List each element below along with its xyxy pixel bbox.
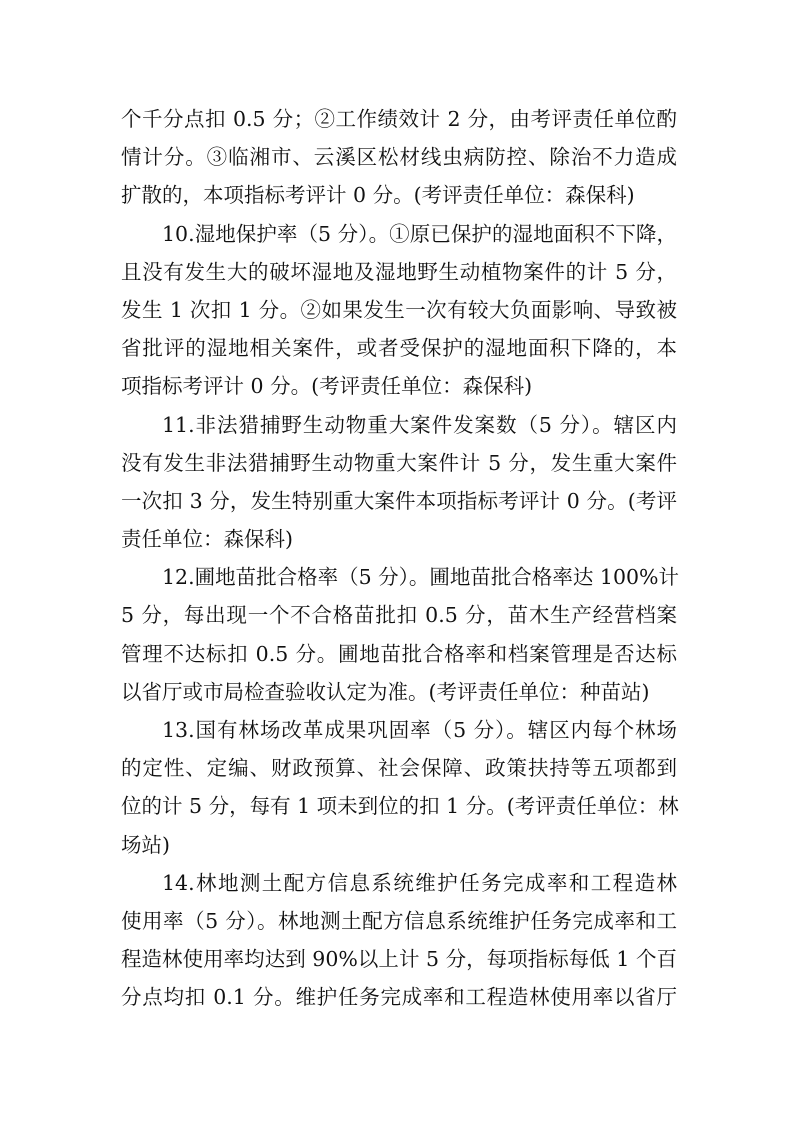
paragraph-line: 且没有发生大的破坏湿地及湿地野生动植物案件的计 5 分， (121, 259, 677, 284)
paragraph-line: 11.非法猎捕野生动物重大案件发案数（5 分）。辖区内 (162, 412, 677, 437)
paragraph-line: 情计分。③临湘市、云溪区松材线虫病防控、除治不力造成 (121, 145, 677, 170)
paragraph-line: 14.林地测土配方信息系统维护任务完成率和工程造林 (162, 870, 677, 895)
paragraph-line: 12.圃地苗批合格率（5 分）。圃地苗批合格率达 100%计 (162, 565, 680, 590)
paragraph-line: 位的计 5 分，每有 1 项未到位的扣 1 分。(考评责任单位：林 (121, 794, 679, 819)
paragraph-line: 一次扣 3 分，发生特别重大案件本项指标考评计 0 分。(考评 (121, 488, 677, 513)
paragraph-line: 省批评的湿地相关案件，或者受保护的湿地面积下降的，本 (121, 336, 677, 361)
paragraph-line: 管理不达标扣 0.5 分。圃地苗批合格率和档案管理是否达标 (121, 641, 677, 666)
paragraph-line: 使用率（5 分）。林地测土配方信息系统维护任务完成率和工 (121, 908, 677, 933)
paragraph-line: 个千分点扣 0.5 分；②工作绩效计 2 分，由考评责任单位酌 (121, 107, 677, 131)
paragraph-line: 以省厅或市局检查验收认定为准。(考评责任单位：种苗站) (121, 679, 650, 704)
paragraph-line: 没有发生非法猎捕野生动物重大案件计 5 分，发生重大案件 (121, 450, 677, 475)
document-body (121, 100, 680, 1017)
paragraph-line: 13.国有林场改革成果巩固率（5 分）。辖区内每个林场 (162, 718, 677, 742)
paragraph-line: 发生 1 次扣 1 分。②如果发生一次有较大负面影响、导致被 (121, 297, 677, 322)
paragraph-line: 的定性、定编、财政预算、社会保障、政策扶持等五项都到 (121, 756, 677, 781)
paragraph-line: 程造林使用率均达到 90%以上计 5 分，每项指标每低 1 个百 (121, 947, 677, 972)
paragraph-line: 场站) (121, 832, 170, 857)
paragraph-line: 分点均扣 0.1 分。维护任务完成率和工程造林使用率以省厅 (121, 985, 677, 1010)
paragraph-line: 项指标考评计 0 分。(考评责任单位：森保科) (121, 374, 533, 399)
paragraph-line: 责任单位：森保科) (121, 527, 293, 552)
paragraph-line: 10.湿地保护率（5 分）。①原已保护的湿地面积不下降， (162, 221, 677, 246)
paragraph-line: 扩散的，本项指标考评计 0 分。(考评责任单位：森保科) (121, 183, 635, 208)
paragraph-line: 5 分，每出现一个不合格苗批扣 0.5 分，苗木生产经营档案 (121, 603, 677, 628)
